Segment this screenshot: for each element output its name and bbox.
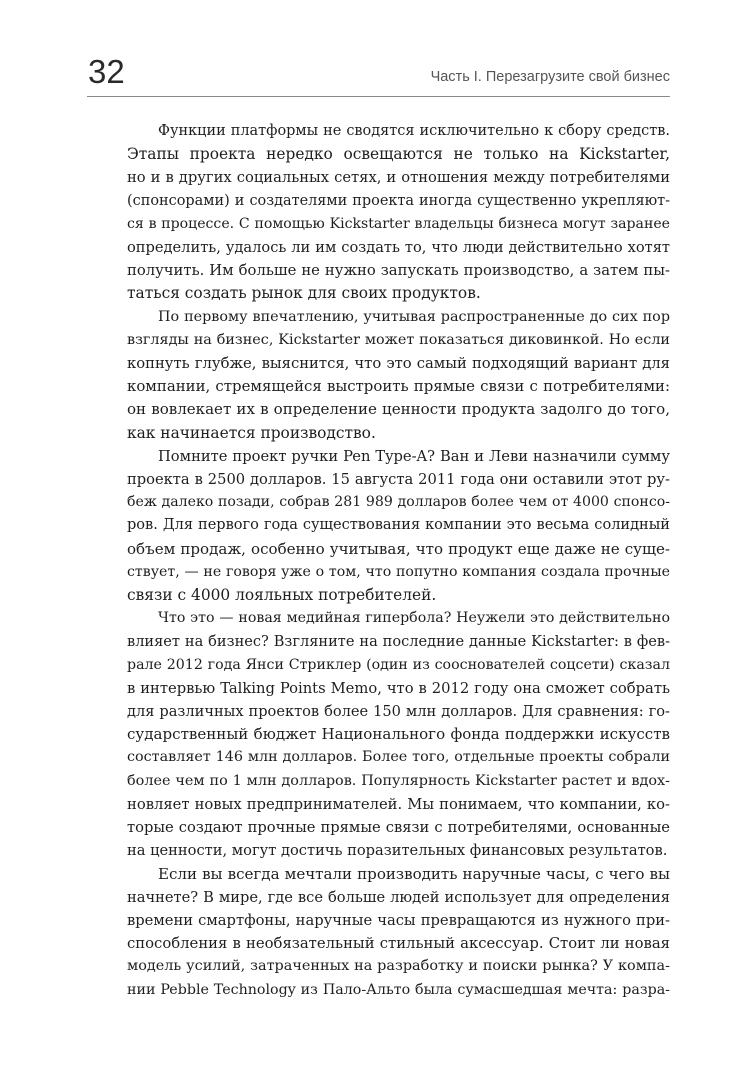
page-number: 32 bbox=[88, 53, 125, 90]
text-line: для различных проектов более 150 млн долларов. Для сравнения: го- bbox=[127, 703, 670, 721]
paragraph bbox=[127, 306, 670, 445]
text-line: в интервью Talking Points Memo, что в 2012 году она сможет собрать bbox=[127, 679, 670, 697]
text-line: более чем по 1 млн долларов. Популярность Kickstarter растет и вдох- bbox=[127, 772, 670, 789]
text-line: сударственный бюджет Национального фонда поддержки искусств bbox=[127, 725, 670, 744]
text-line: Функции платформы не сводятся исключительно к сбору средств. bbox=[158, 123, 670, 139]
text-line: ров. Для первого года существования компании это весьма солидный bbox=[127, 517, 670, 534]
text-line: Этапы проекта нередко освещаются не только на Kickstarter, bbox=[127, 145, 670, 164]
text-line: связи с 4000 лояльных потребителей. bbox=[127, 586, 437, 605]
text-line: модель усилий, затраченных на разработку и поиски рынка? У компа- bbox=[127, 958, 670, 975]
text-line: времени смартфоны, наручные часы превращаются из нужного при- bbox=[127, 911, 670, 929]
text-line: Если вы всегда мечтали производить наручные часы, с чего вы bbox=[158, 864, 670, 883]
text-line: копнуть глубже, выяснится, что это самый подходящий вариант для bbox=[127, 355, 670, 373]
text-line: составляет 146 млн долларов. Более того, отдельные проекты собрали bbox=[127, 749, 670, 766]
text-line: объем продаж, особенно учитывая, что продукт еще даже не суще- bbox=[127, 539, 670, 558]
text-line: начнете? В мире, где все больше людей использует для определения bbox=[127, 888, 670, 906]
paragraph bbox=[127, 445, 670, 607]
text-line: определить, удалось ли им создать то, что люди действительно хотят bbox=[127, 239, 670, 257]
text-line: на ценности, могут достичь поразительных финансовых результатов. bbox=[127, 842, 668, 860]
text-line: рале 2012 года Янси Стриклер (один из сооснователей соцсети) сказал bbox=[127, 656, 670, 673]
text-line: ствует, — не говоря уже о том, что попутно компания создала прочные bbox=[127, 563, 670, 580]
text-line: По первому впечатлению, учитывая распространенные до сих пор bbox=[158, 308, 670, 325]
paragraph bbox=[127, 607, 670, 862]
text-line: проекта в 2500 долларов. 15 августа 2011 года они оставили этот ру- bbox=[127, 471, 670, 489]
text-line: получить. Им больше не нужно запускать производство, а затем пы- bbox=[127, 262, 670, 280]
paragraph bbox=[127, 863, 670, 1002]
text-line: взгляды на бизнес, Kickstarter может показаться диковинкой. Но если bbox=[127, 331, 670, 348]
text-line: (спонсорами) и создателями проекта иногда существенно укрепляют- bbox=[127, 192, 670, 209]
text-line: новляет новых предпринимателей. Мы понимаем, что компании, ко- bbox=[127, 795, 670, 813]
text-line: беж далеко позади, собрав 281 989 долларов более чем от 4000 спонсо- bbox=[127, 494, 670, 511]
paragraph bbox=[127, 120, 670, 306]
page-header bbox=[87, 52, 670, 97]
text-line: ся в процессе. С помощью Kickstarter владельцы бизнеса могут заранее bbox=[127, 215, 670, 232]
text-line: нии Pebble Technology из Пало-Альто была сумасшедшая мечта: разра- bbox=[127, 981, 670, 998]
text-line: он вовлекает их в определение ценности продукта задолго до того, bbox=[127, 400, 670, 419]
body-text bbox=[127, 120, 670, 1002]
text-line: Помните проект ручки Pen Type-A? Ван и Леви назначили сумму bbox=[158, 447, 670, 465]
text-line: но и в других социальных сетях, и отношения между потребителями bbox=[127, 169, 670, 187]
text-line: способления в необязательный стильный аксессуар. Стоит ли новая bbox=[127, 935, 670, 953]
text-line: торые создают прочные прямые связи с потребителями, основанные bbox=[127, 819, 670, 837]
text-line: влияет на бизнес? Взгляните на последние данные Kickstarter: в фев- bbox=[127, 633, 670, 651]
text-line: компании, стремящейся выстроить прямые связи с потребителями: bbox=[127, 377, 670, 396]
text-line: таться создать рынок для своих продуктов. bbox=[127, 284, 481, 303]
running-title: Часть I. Перезагрузите свой бизнес bbox=[430, 69, 670, 85]
text-line: как начинается производство. bbox=[127, 423, 376, 442]
text-line: Что это — новая медийная гипербола? Неужели это действительно bbox=[158, 610, 670, 627]
